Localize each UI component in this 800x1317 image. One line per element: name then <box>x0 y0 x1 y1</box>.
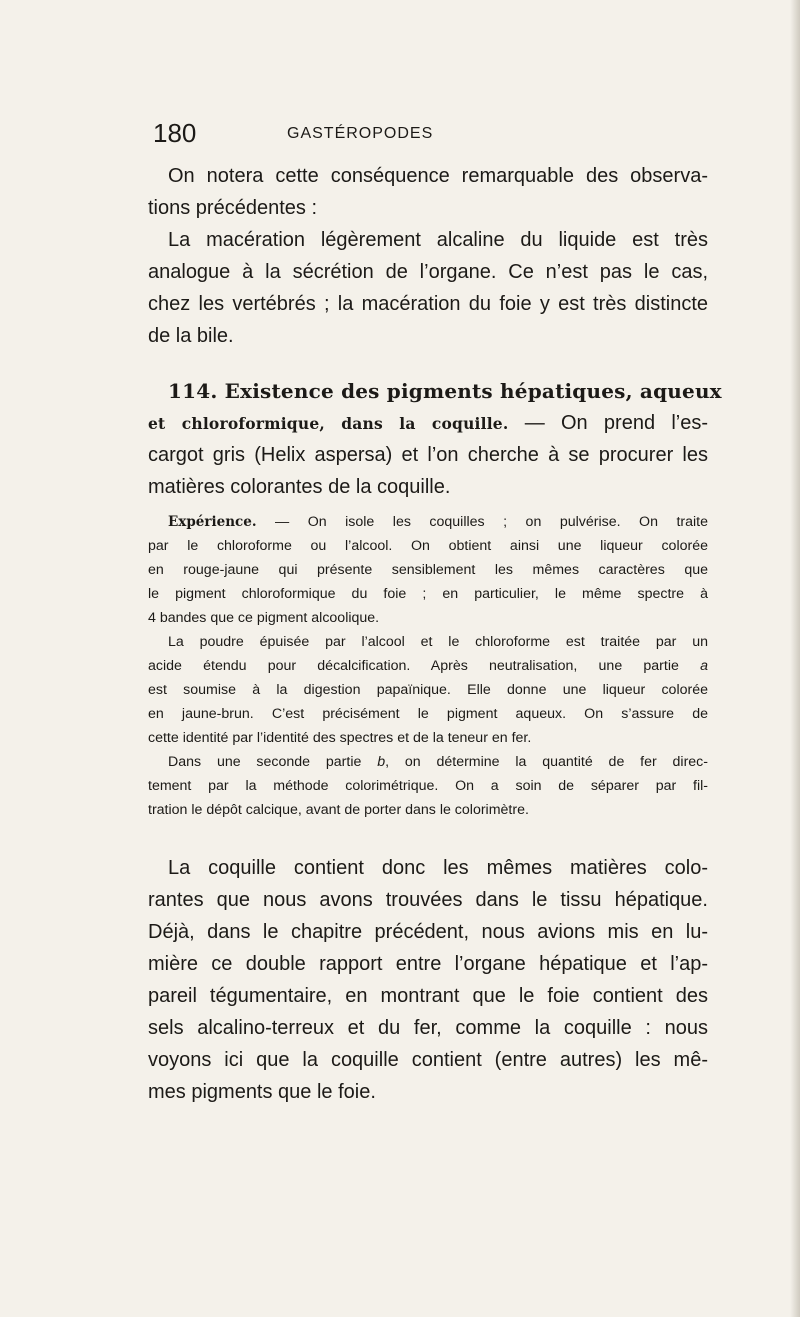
text-line: acide étendu pour décalcification. Après neutralisation, une partie <box>148 658 679 674</box>
text-line-with-var <box>148 750 708 774</box>
text-line: Déjà, dans le chapitre précédent, nous avions mis en lu- <box>148 921 708 943</box>
text-line: 4 bandes que ce pigment alcoolique. <box>148 610 380 626</box>
section-114 <box>148 375 722 503</box>
text-line: cargot gris (Helix aspersa) et l’on cherche à se procurer les <box>148 444 708 466</box>
text-line: en jaune-brun. C’est précisément le pigment aqueux. On s’assure de <box>148 706 708 722</box>
experience-first-line <box>148 510 708 534</box>
section-heading-continued: et chloroformique, dans la coquille. <box>148 414 509 433</box>
experience-label: Expérience. <box>168 514 257 530</box>
text-line: La coquille contient donc les mêmes matières colo- <box>168 857 708 879</box>
section-heading: 114. Existence des pigments hépatiques, aqueux <box>168 379 722 403</box>
text-line: , on détermine la quantité de fer direc- <box>385 754 709 770</box>
conclusion-paragraph <box>148 852 708 1108</box>
text-line: tions précédentes : <box>148 197 317 219</box>
experience-paragraph <box>148 510 708 822</box>
section-text-start: On prend l’es- <box>560 412 708 434</box>
text-line: cette identité par l’identité des spectres et de la teneur en fer. <box>148 730 532 746</box>
experience-dash: — <box>256 514 308 530</box>
text-line: La poudre épuisée par l’alcool et le chloroforme est traitée par un <box>168 634 708 650</box>
text-line: On isole les coquilles ; on pulvérise. On traite <box>307 514 708 530</box>
text-line-with-var <box>148 654 708 678</box>
intro-paragraph <box>148 160 708 352</box>
text-line: On notera cette conséquence remarquable des observa- <box>168 165 708 187</box>
text-line: Dans une seconde partie <box>168 754 362 770</box>
text-line: chez les vertébrés ; la macération du foie y est très distincte <box>148 293 708 315</box>
variable-a: a <box>700 658 708 674</box>
heading-dash: — <box>508 412 561 434</box>
text-line: La macération légèrement alcaline du liquide est très <box>168 229 708 251</box>
text-line: mière ce double rapport entre l’organe hépatique et l’ap- <box>148 953 708 975</box>
page-edge-shadow <box>790 0 800 1317</box>
variable-b: b <box>377 754 386 770</box>
text-line: mes pigments que le foie. <box>148 1081 376 1103</box>
text-line: le pigment chloroformique du foie ; en particulier, le même spectre à <box>148 586 708 602</box>
text-line: par le chloroforme ou l’alcool. On obtient ainsi une liqueur colorée <box>148 538 708 554</box>
section-heading-line-2 <box>148 407 708 439</box>
running-title: GASTÉROPODES <box>287 125 434 142</box>
text-line: de la bile. <box>148 325 234 347</box>
text-line: tration le dépôt calcique, avant de porter dans le colorimètre. <box>148 802 529 818</box>
text-line: tement par la méthode colorimétrique. On a soin de séparer par fil- <box>148 778 708 794</box>
text-line: analogue à la sécrétion de l’organe. Ce n’est pas le cas, <box>148 261 708 283</box>
text-line: rantes que nous avons trouvées dans le tissu hépatique. <box>148 889 708 911</box>
text-line: pareil tégumentaire, en montrant que le foie contient des <box>148 985 708 1007</box>
page-number: 180 <box>153 118 197 148</box>
text-line: matières colorantes de la coquille. <box>148 476 451 498</box>
text-line: sels alcalino-terreux et du fer, comme la coquille : nous <box>148 1017 708 1039</box>
text-line: voyons ici que la coquille contient (entre autres) les mê- <box>148 1049 708 1071</box>
text-line: en rouge-jaune qui présente sensiblement les mêmes caractères que <box>148 562 708 578</box>
text-line: est soumise à la digestion papaïnique. Elle donne une liqueur colorée <box>148 682 708 698</box>
